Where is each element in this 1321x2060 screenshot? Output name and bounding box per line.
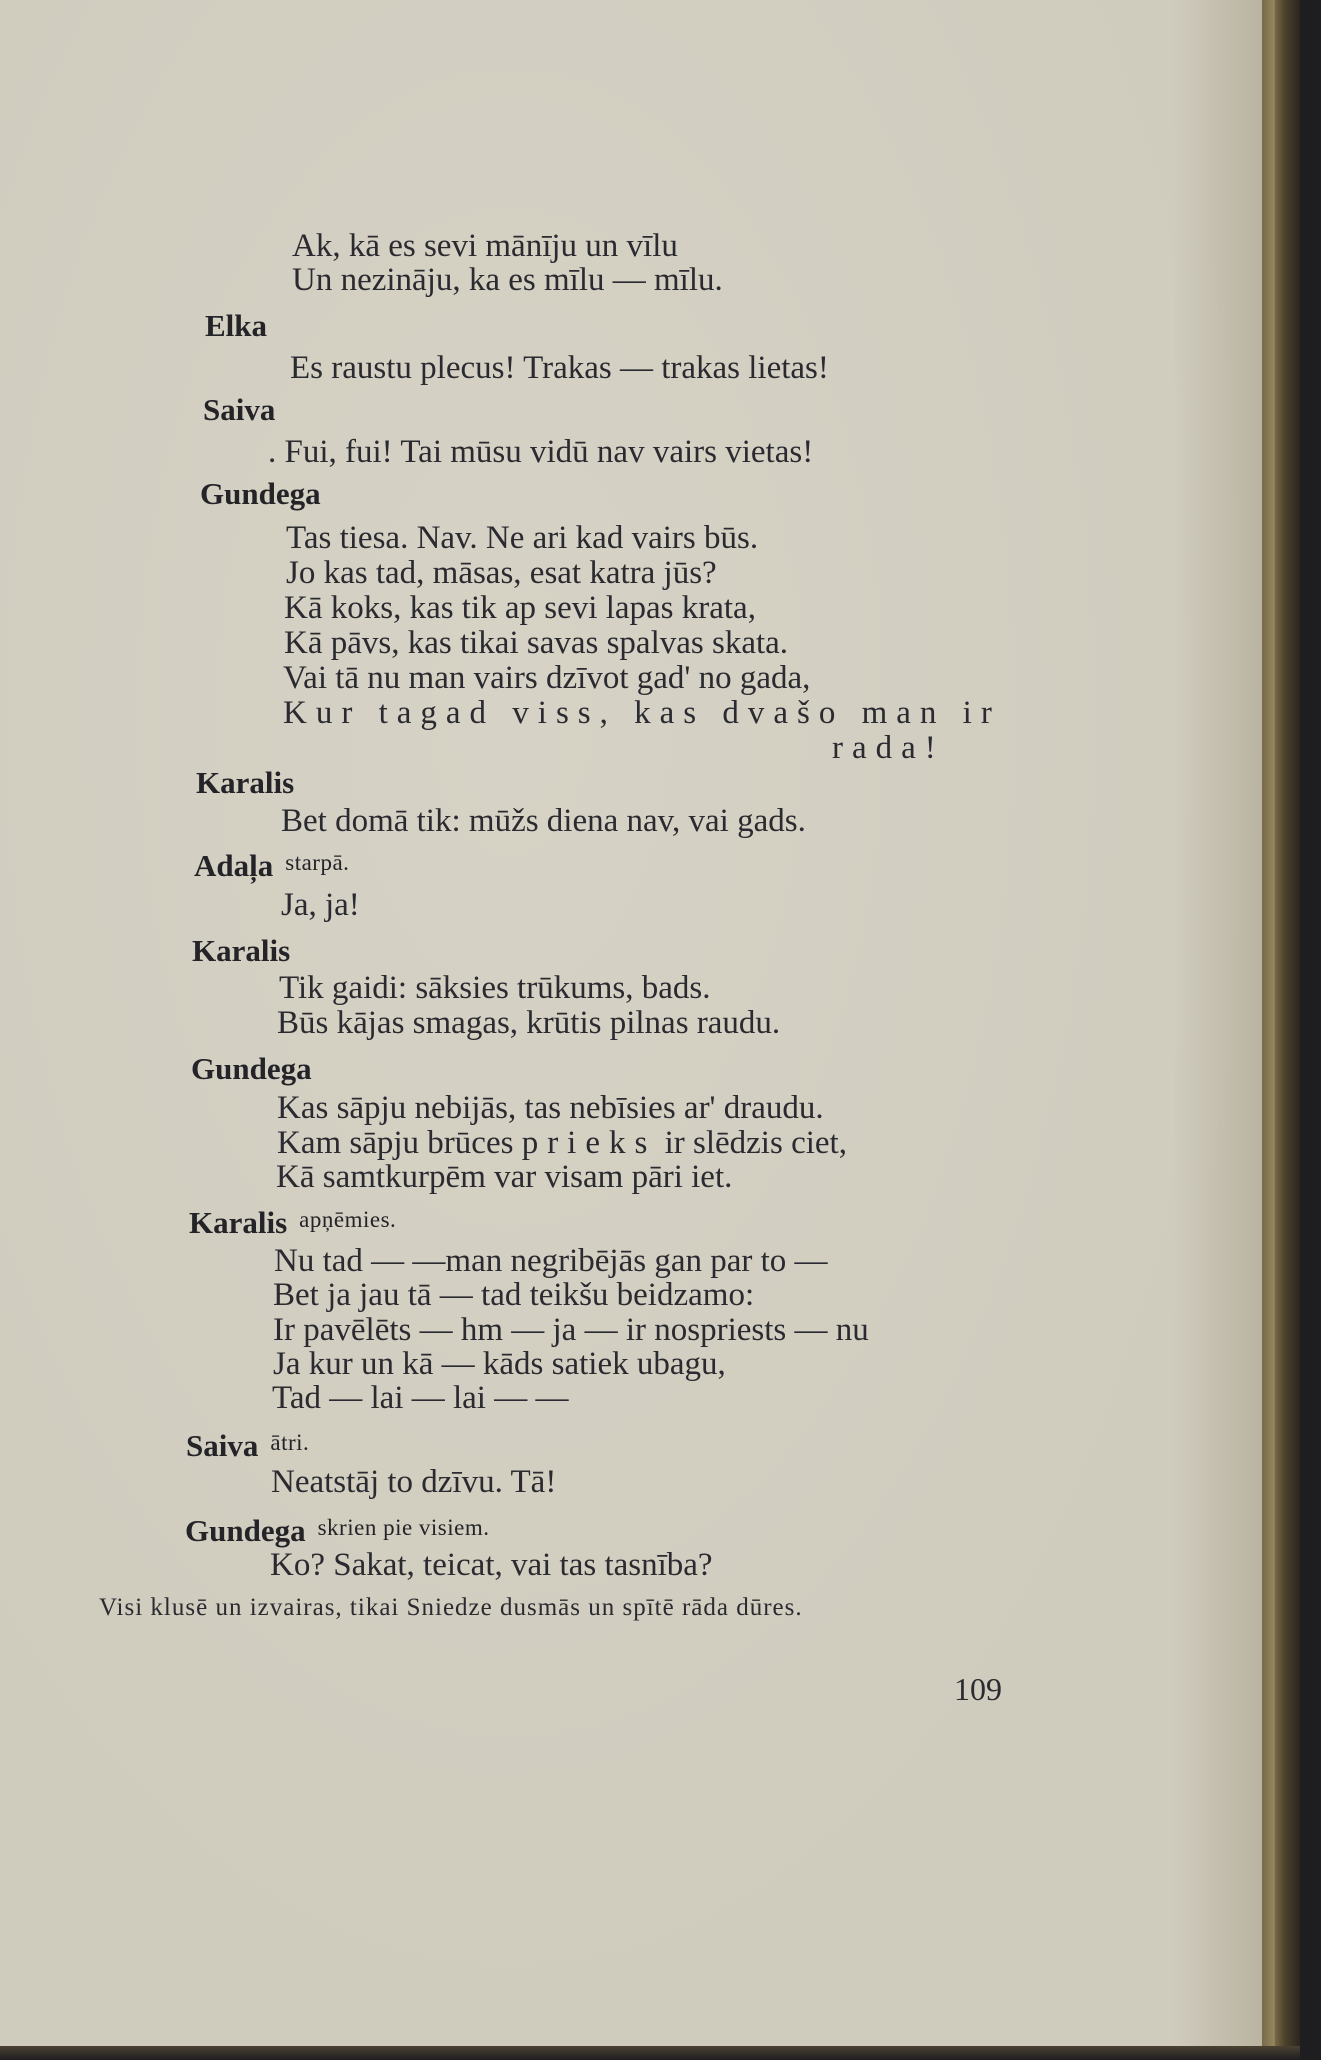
stage-direction-inline: apņēmies. (299, 1207, 397, 1232)
page-number: 109 (954, 1671, 1002, 1707)
verse-line: Jo kas tad, māsas, esat katra jūs? (286, 555, 717, 591)
stage-direction-inline: skrien pie visiem. (317, 1515, 490, 1540)
verse-line: Ja kur un kā — kāds satiek ubagu, (273, 1346, 726, 1382)
verse-line: Neatstāj to dzīvu. Tā! (271, 1464, 557, 1500)
verse-text: Kam sāpju brūces (277, 1125, 514, 1161)
verse-line: Kas sāpju nebijās, tas nebīsies ar' draudu. (277, 1090, 824, 1126)
speaker-name (186, 1429, 309, 1466)
verse-line: Ak, kā es sevi mānīju un vīlu (292, 228, 678, 264)
speaker-name: Gundega (191, 1051, 312, 1086)
speaker-label: Gundega (185, 1513, 306, 1548)
book-spine-edge (1262, 0, 1300, 2060)
speaker-name (185, 1514, 490, 1551)
verse-line: Bet ja jau tā — tad teikšu beidzamo: (273, 1277, 755, 1313)
speaker-label: Karalis (189, 1205, 288, 1240)
stage-direction: Visi klusē un izvairas, tikai Sniedze dusmās un spītē rāda dūres. (99, 1594, 803, 1621)
verse-line: . Fui, fui! Tai mūsu vidū nav vairs vietas! (268, 434, 814, 470)
stage-direction-inline: starpā. (285, 850, 350, 875)
verse-line: Tad — lai — lai — — (272, 1380, 569, 1416)
verse-line: Nu tad — —man negribējās gan par to — (274, 1243, 828, 1279)
speaker-name (194, 849, 349, 886)
page-bottom-edge (0, 2046, 1300, 2060)
verse-line: Kā samtkurpēm var visam pāri iet. (276, 1159, 733, 1195)
speaker-name: Elka (205, 308, 268, 343)
speaker-label: Saiva (186, 1428, 259, 1463)
verse-line: Kur tagad viss, kas dvašo man ir (283, 695, 1001, 731)
verse-line: Ir pavēlēts — hm — ja — ir nospriests — nu (273, 1312, 869, 1348)
verse-line: Tik gaidi: sāksies trūkums, bads. (279, 970, 711, 1006)
speaker-label: Adaļa (194, 848, 274, 883)
verse-line-continuation: rada! (832, 730, 945, 766)
verse-line: Kā pāvs, kas tikai savas spalvas skata. (284, 625, 789, 661)
verse-line: Ja, ja! (281, 887, 360, 923)
emphasized-word: prieks (521, 1125, 657, 1161)
speaker-name (189, 1206, 396, 1243)
verse-line: Tas tiesa. Nav. Ne ari kad vairs būs. (286, 520, 759, 556)
speaker-name: Karalis (196, 765, 295, 800)
verse-line: Vai tā nu man vairs dzīvot gad' no gada, (283, 660, 811, 696)
speaker-name: Saiva (203, 392, 276, 427)
speaker-name: Karalis (192, 933, 291, 968)
stage-direction-inline: ātri. (270, 1430, 310, 1455)
verse-line: Un nezināju, ka es mīlu — mīlu. (292, 262, 723, 298)
verse-line: Es raustu plecus! Trakas — trakas lietas! (290, 350, 829, 386)
verse-line (277, 1125, 847, 1161)
verse-text: ir slēdzis ciet, (664, 1125, 847, 1161)
verse-line: Kā koks, kas tik ap sevi lapas krata, (284, 590, 756, 626)
verse-line: Bet domā tik: mūžs diena nav, vai gads. (281, 803, 806, 839)
verse-line: Būs kājas smagas, krūtis pilnas raudu. (277, 1005, 781, 1041)
speaker-name: Gundega (200, 476, 321, 511)
verse-line: Ko? Sakat, teicat, vai tas tasnība? (270, 1547, 713, 1583)
